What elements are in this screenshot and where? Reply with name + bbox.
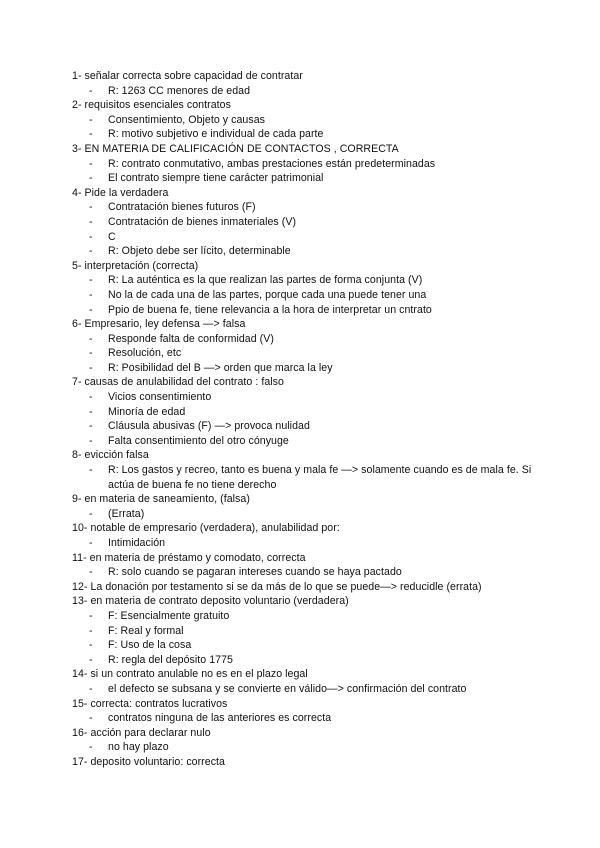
bullet-dash: - — [89, 464, 93, 477]
answer-item — [72, 215, 572, 230]
answer-text: Ppio de buena fe, tiene relevancia a la hora de interpretar un cntrato — [108, 303, 432, 316]
question-9: 9- en materia de saneamiento, (falsa) — [72, 493, 250, 506]
answer-text: F: Esencialmente gratuito — [108, 609, 230, 622]
answer-item — [72, 434, 572, 449]
bullet-dash: - — [89, 434, 93, 447]
bullet-dash: - — [89, 609, 93, 622]
bullet-dash: - — [89, 712, 93, 725]
answer-text: R: motivo subjetivo e individual de cada parte — [108, 128, 324, 141]
bullet-dash: - — [89, 347, 93, 360]
answer-item — [72, 463, 536, 492]
answer-text: Minoría de edad — [108, 405, 186, 418]
bullet-dash: - — [89, 157, 93, 170]
bullet-dash: - — [89, 274, 93, 287]
answer-item — [72, 113, 572, 128]
question-1: 1- señalar correcta sobre capacidad de contratar — [72, 70, 303, 82]
question-5: 5- interpretación (correcta) — [72, 259, 199, 272]
bullet-dash: - — [89, 682, 93, 695]
answer-text: R: La auténtica es la que realizan las partes de forma conjunta (V) — [108, 274, 423, 287]
answer-text: Vicios consentimiento — [108, 391, 212, 404]
bullet-dash: - — [89, 624, 93, 637]
bullet-dash: - — [89, 172, 93, 185]
bullet-dash: - — [89, 653, 93, 666]
answer-item — [72, 565, 572, 580]
answer-item — [72, 361, 572, 376]
question-12: 12- La donación por testamento si se da más de lo que se puede—> reducidle (errata) — [72, 580, 482, 593]
question-4: 4- Pide la verdadera — [72, 186, 169, 199]
answer-text: Intimidación — [108, 537, 166, 549]
bullet-dash: - — [89, 332, 93, 345]
answer-item — [72, 638, 572, 653]
question-13: 13- en materia de contrato deposito voluntario (verdadera) — [72, 595, 349, 608]
question-3: 3- EN MATERIA DE CALIFICACIÓN DE CONTACTOS , CORRECTA — [72, 142, 399, 155]
answer-item — [72, 332, 572, 347]
answer-text: R: Posibilidad del B —> orden que marca la ley — [108, 361, 333, 374]
answer-text: F: Real y formal — [108, 624, 184, 637]
question-14: 14- si un contrato anulable no es en el plazo legal — [72, 668, 308, 681]
answer-text: Consentimiento, Objeto y causas — [108, 113, 266, 126]
question-17: 17- deposito voluntario: correcta — [72, 755, 225, 768]
bullet-dash: - — [89, 420, 93, 433]
bullet-dash: - — [89, 507, 93, 520]
question-11: 11- en materia de préstamo y comodato, correcta — [72, 551, 306, 564]
answer-item — [72, 711, 572, 726]
bullet-dash: - — [89, 288, 93, 301]
bullet-dash: - — [89, 303, 93, 316]
answer-text: El contrato siempre tiene carácter patrimonial — [108, 172, 324, 185]
answer-item — [72, 230, 572, 245]
answer-item — [72, 157, 572, 172]
question-7: 7- causas de anulabilidad del contrato : falso — [72, 376, 284, 389]
answer-item — [72, 682, 572, 697]
answer-item — [72, 740, 572, 755]
answer-item — [72, 244, 572, 259]
question-2: 2- requisitos esenciales contratos — [72, 99, 231, 112]
answer-text: Responde falta de conformidad (V) — [108, 332, 274, 345]
answer-item — [72, 273, 572, 288]
answer-text: no hay plazo — [108, 741, 169, 754]
answer-text: Contratación bienes futuros (F) — [108, 201, 256, 214]
answer-item — [72, 200, 572, 215]
bullet-dash: - — [89, 537, 93, 549]
answer-item — [72, 405, 572, 420]
question-list — [72, 69, 572, 770]
answer-item — [72, 624, 572, 639]
answer-item — [72, 390, 572, 405]
answer-text: Contratación de bienes inmateriales (V) — [108, 215, 297, 228]
bullet-dash: - — [89, 361, 93, 374]
bullet-dash: - — [89, 84, 93, 97]
answer-item — [72, 507, 572, 522]
answer-text: C — [108, 230, 116, 243]
answer-text: R: Los gastos y recreo, tanto es buena y mala fe —> solamente cuando es de mala fe. Si actúa de buena fe no tiene derecho — [108, 464, 532, 491]
answer-item — [72, 127, 572, 142]
bullet-dash: - — [89, 201, 93, 214]
answer-item — [72, 346, 572, 361]
answer-text: R: regla del depósito 1775 — [108, 653, 233, 666]
answer-text: R: Objeto debe ser lícito, determinable — [108, 245, 291, 258]
answer-item — [72, 84, 572, 99]
bullet-dash: - — [89, 245, 93, 258]
bullet-dash: - — [89, 405, 93, 418]
answer-item — [72, 609, 572, 624]
answer-item — [72, 171, 572, 186]
answer-text: (Errata) — [108, 507, 145, 520]
answer-text: Falta consentimiento del otro cónyuge — [108, 434, 289, 447]
question-15: 15- correcta: contratos lucrativos — [72, 697, 228, 710]
answer-text: No la de cada una de las partes, porque cada una puede tener una — [108, 288, 427, 301]
answer-text: R: solo cuando se pagaran intereses cuando se haya pactado — [108, 566, 402, 579]
bullet-dash: - — [89, 639, 93, 652]
answer-text: Cláusula abusivas (F) —> provoca nulidad — [108, 420, 310, 433]
bullet-dash: - — [89, 113, 93, 126]
bullet-dash: - — [89, 741, 93, 754]
answer-item — [72, 653, 572, 668]
answer-item — [72, 288, 572, 303]
answer-item — [72, 536, 572, 551]
answer-item — [72, 303, 572, 318]
bullet-dash: - — [89, 391, 93, 404]
answer-text: F: Uso de la cosa — [108, 639, 192, 652]
answer-text: el defecto se subsana y se convierte en válido—> confirmación del contrato — [108, 682, 467, 695]
answer-text: R: contrato conmutativo, ambas prestaciones están predeterminadas — [108, 157, 436, 170]
answer-text: contratos ninguna de las anteriores es correcta — [108, 712, 332, 725]
question-6: 6- Empresario, ley defensa —> falsa — [72, 318, 246, 331]
bullet-dash: - — [89, 128, 93, 141]
bullet-dash: - — [89, 215, 93, 228]
bullet-dash: - — [89, 566, 93, 579]
question-10: 10- notable de empresario (verdadera), anulabilidad por: — [72, 522, 340, 535]
question-8: 8- evicción falsa — [72, 449, 149, 462]
bullet-dash: - — [89, 230, 93, 243]
question-16: 16- acción para declarar nulo — [72, 726, 211, 739]
answer-text: R: 1263 CC menores de edad — [108, 84, 251, 97]
answer-item — [72, 419, 572, 434]
answer-text: Resolución, etc — [108, 347, 182, 360]
